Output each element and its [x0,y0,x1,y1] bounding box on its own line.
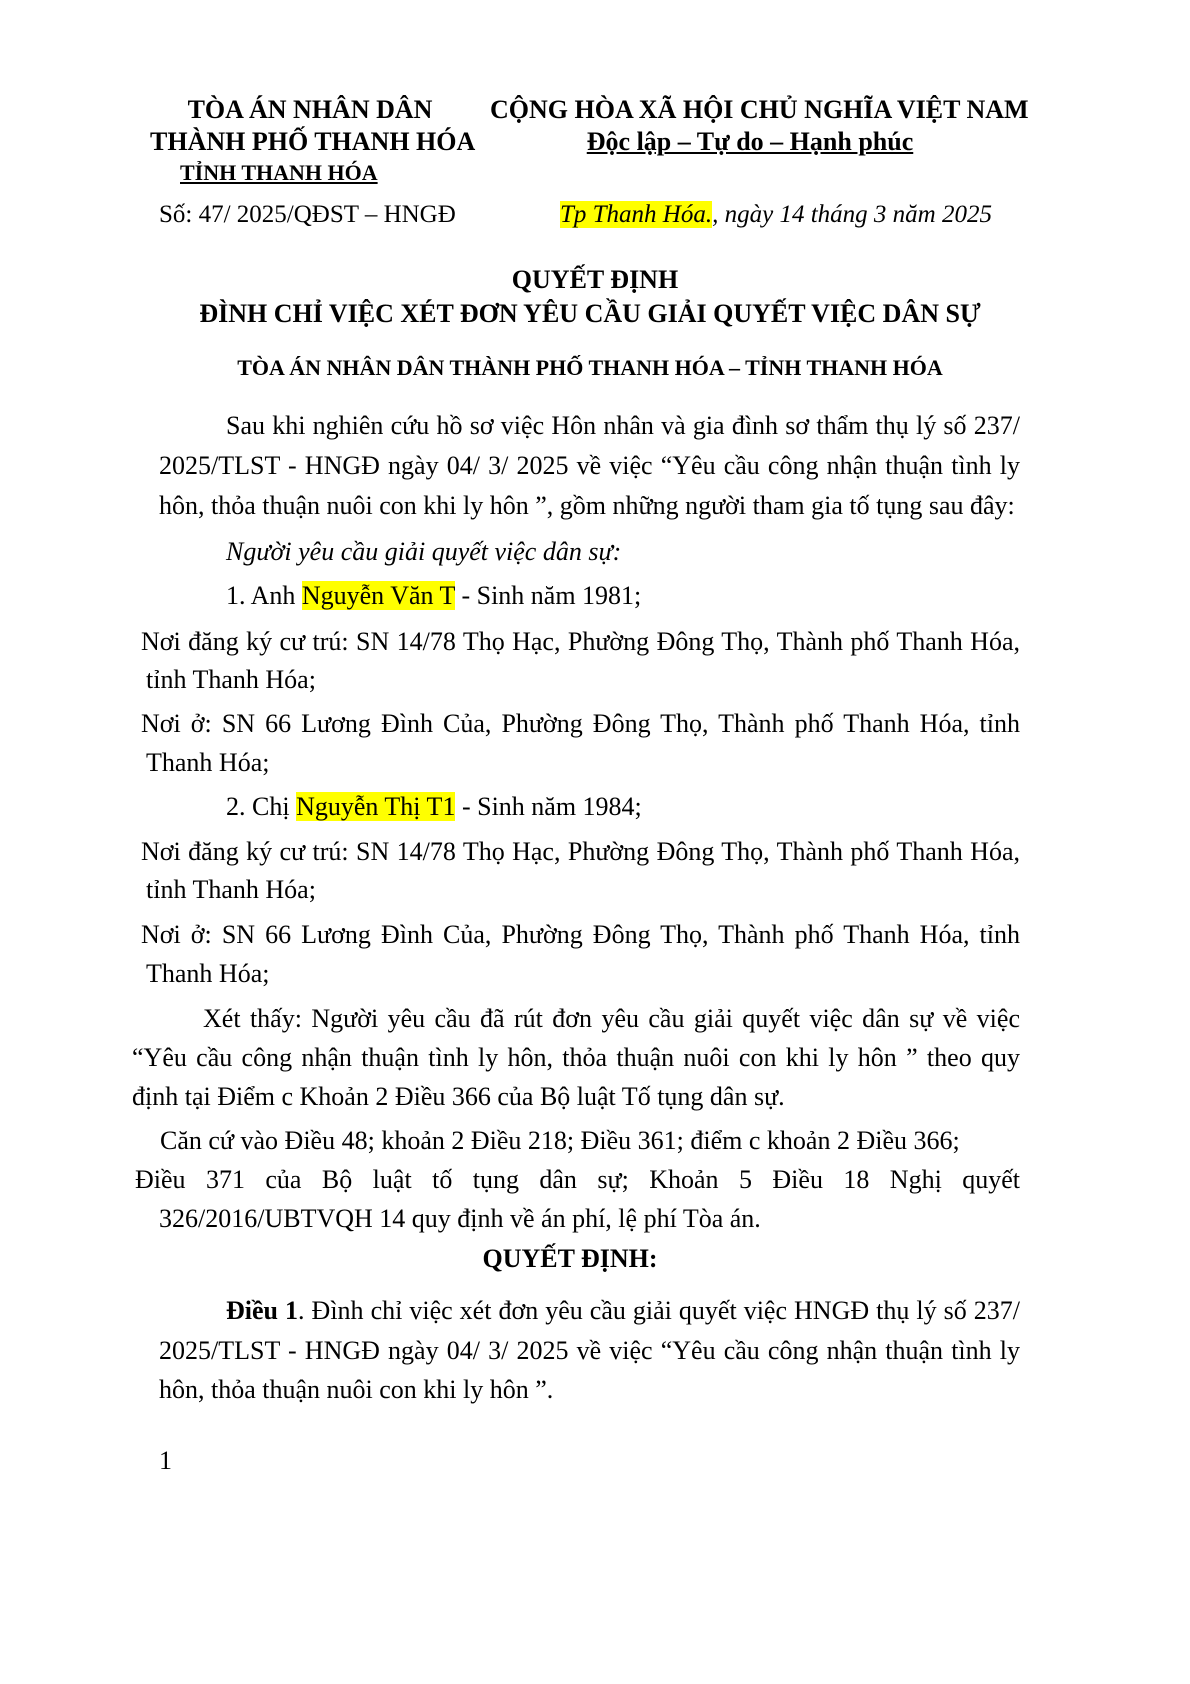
person2-residence-line1: Nơi đăng ký cư trú: SN 14/78 Thọ Hạc, Phường Đông Thọ, Thành phố Thanh Hóa, [141,837,1020,866]
basis-line2: Điều 371 của Bộ luật tố tụng dân sự; Khoản 5 Điều 18 Nghị quyết [135,1165,1020,1194]
applicants-heading: Người yêu cầu giải quyết việc dân sự: [226,537,622,566]
article1-line1-rest: . Đình chỉ việc xét đơn yêu cầu giải quyết việc HNGĐ thụ lý số 237/ [298,1296,1021,1325]
person1-living-line1: Nơi ở: SN 66 Lương Đình Của, Phường Đông Thọ, Thành phố Thanh Hóa, tỉnh [141,709,1020,738]
consideration-line1: Xét thấy: Người yêu cầu đã rút đơn yêu cầu giải quyết việc dân sự về việc [203,1004,1020,1033]
republic-motto [490,125,1010,159]
article1-label: Điều 1 [226,1296,299,1325]
decision-number: Số: 47/ 2025/QĐST – HNGĐ [159,201,456,228]
date-rest: , ngày 14 tháng 3 năm 2025 [712,201,992,228]
person1-suffix: - Sinh năm 1981; [454,581,642,610]
court-full-name: TÒA ÁN NHÂN DÂN THÀNH PHỐ THANH HÓA – TỈNH THANH HÓA [237,355,943,380]
person1-line [226,579,641,613]
basis-line1: Căn cứ vào Điều 48; khoản 2 Điều 218; Điều 361; điểm c khoản 2 Điều 366; [160,1126,960,1155]
court-name-line1: TÒA ÁN NHÂN DÂN [187,95,433,124]
date-place: Tp Thanh Hóa. [560,201,713,228]
person2-line [226,790,642,824]
article1-line2: 2025/TLST - HNGĐ ngày 04/ 3/ 2025 về việc “Yêu cầu công nhận thuận tình ly [159,1336,1020,1365]
intro-line2: 2025/TLST - HNGĐ ngày 04/ 3/ 2025 về việc “Yêu cầu công nhận thuận tình ly [159,451,1020,480]
person1-name: Nguyễn Văn T [301,581,455,610]
consideration-line3: định tại Điểm c Khoản 2 Điều 366 của Bộ luật Tố tụng dân sự. [132,1082,785,1111]
article1-line3: hôn, thỏa thuận nuôi con khi ly hôn ”. [159,1375,554,1404]
decision-heading: QUYẾT ĐỊNH: [482,1244,658,1273]
basis-line3: 326/2016/UBTVQH 14 quy định về án phí, lệ phí Tòa án. [159,1204,761,1233]
person1-living-line2: Thanh Hóa; [146,748,270,777]
person2-name: Nguyễn Thị T1 [296,792,456,821]
republic-motto-text: Độc lập – Tự do – Hạnh phúc [586,127,914,156]
republic-title: CỘNG HÒA XÃ HỘI CHỦ NGHĨA VIỆT NAM [490,95,1029,124]
title-line2: ĐÌNH CHỈ VIỆC XÉT ĐƠN YÊU CẦU GIẢI QUYẾT VIỆC DÂN SỰ [199,299,981,328]
person2-residence-line2: tỉnh Thanh Hóa; [146,875,316,904]
court-name-line2: THÀNH PHỐ THANH HÓA [150,127,476,156]
page-number: 1 [159,1446,172,1475]
person2-living-line2: Thanh Hóa; [146,959,270,988]
title-line1: QUYẾT ĐỊNH [511,265,679,294]
person2-living-line1: Nơi ở: SN 66 Lương Đình Của, Phường Đông Thọ, Thành phố Thanh Hóa, tỉnh [141,920,1020,949]
person2-suffix: - Sinh năm 1984; [455,792,642,821]
intro-line3: hôn, thỏa thuận nuôi con khi ly hôn ”, gồm những người tham gia tố tụng sau đây: [159,491,1015,520]
person1-residence-line1: Nơi đăng ký cư trú: SN 14/78 Thọ Hạc, Phường Đông Thọ, Thành phố Thanh Hóa, [141,627,1020,656]
court-name-line3: TỈNH THANH HÓA [180,160,378,185]
consideration-line2: “Yêu cầu công nhận thuận tình ly hôn, thỏa thuận nuôi con khi ly hôn ” theo quy [132,1043,1020,1072]
intro-line1: Sau khi nghiên cứu hồ sơ việc Hôn nhân và gia đình sơ thẩm thụ lý số 237/ [226,411,1020,440]
date-line [560,199,992,231]
article1-line1 [226,1294,1020,1328]
person1-residence-line2: tỉnh Thanh Hóa; [146,665,316,694]
person2-prefix: 2. Chị [226,792,297,821]
person1-prefix: 1. Anh [226,581,302,610]
